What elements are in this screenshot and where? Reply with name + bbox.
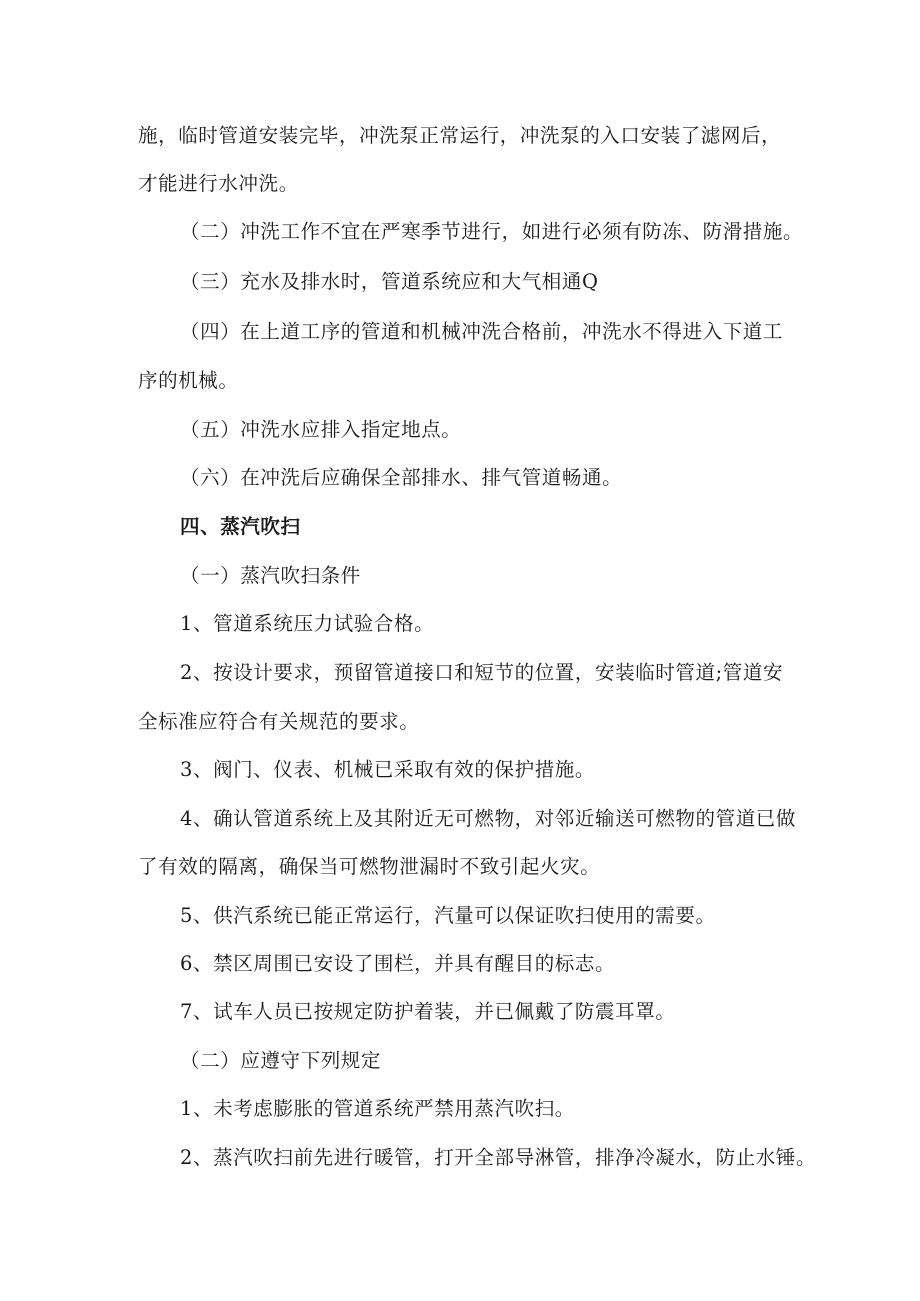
section-heading: 四、蒸汽吹扫: [180, 515, 301, 538]
text-line: 6、禁区周围已安设了围栏，并具有醒目的标志。: [180, 952, 616, 975]
text-line: 2、蒸汽吹扫前先进行暖管，打开全部导淋管，排净冷凝水，防止水锤。: [180, 1146, 817, 1169]
text-line: （五）冲洗水应排入指定地点。: [180, 418, 462, 441]
text-line: 2、按设计要求，预留管道接口和短节的位置，安装临时管道;管道安: [180, 661, 784, 684]
text-line: 7、试车人员已按规定防护着装，并已佩戴了防震耳罩。: [180, 1000, 676, 1023]
subsection-heading: （一）蒸汽吹扫条件: [180, 564, 361, 587]
text-line: （六）在冲洗后应确保全部排水、排气管道畅通。: [180, 466, 623, 489]
text-line: 3、阀门、仪表、机械已采取有效的保护措施。: [180, 758, 596, 781]
text-line: 4、确认管道系统上及其附近无可燃物，对邻近输送可燃物的管道已做: [180, 807, 797, 830]
text-line: 1、未考虑膨胀的管道系统严禁用蒸汽吹扫。: [180, 1097, 575, 1120]
text-line: 序的机械。: [138, 369, 239, 392]
text-line: 施，临时管道安装完毕，冲洗泵正常运行，冲洗泵的入口安装了滤网后，: [138, 124, 782, 147]
text-line: 1、管道系统压力试验合格。: [180, 612, 435, 635]
text-line: （三）充水及排水时，管道系统应和大气相通Q: [180, 270, 599, 293]
text-line: （四）在上道工序的管道和机械冲洗合格前，冲洗水不得进入下道工: [180, 320, 784, 343]
text-line: 全标准应符合有关规范的要求。: [138, 710, 420, 733]
text-line: 5、供汽系统已能正常运行，汽量可以保证吹扫使用的需要。: [180, 904, 716, 927]
subsection-heading: （二）应遵守下列规定: [180, 1049, 382, 1072]
text-line: （二）冲洗工作不宜在严寒季节进行，如进行必须有防冻、防滑措施。: [180, 220, 804, 243]
text-line: 了有效的隔离，确保当可燃物泄漏时不致引起火灾。: [138, 855, 601, 878]
text-line: 才能进行水冲洗。: [138, 172, 299, 195]
